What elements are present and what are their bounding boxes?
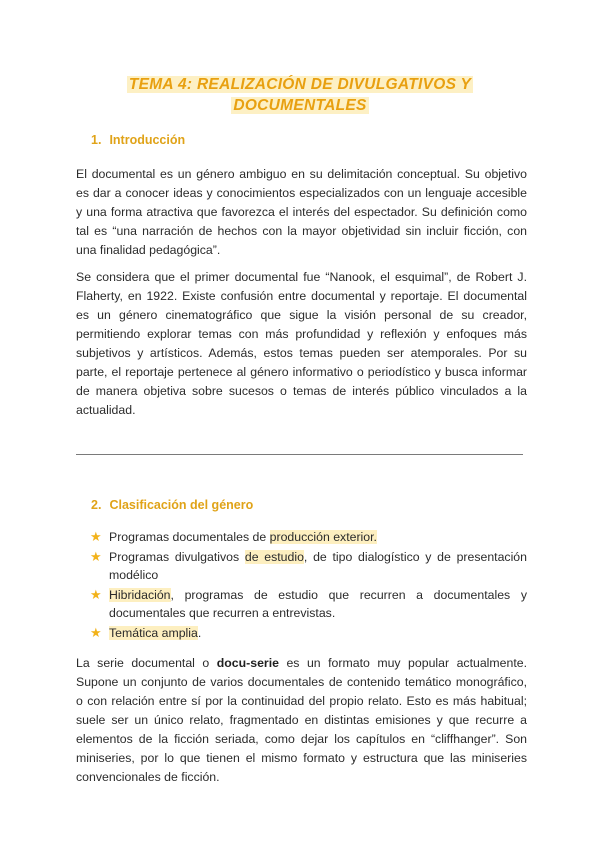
- highlighted-text: producción exterior.: [269, 530, 377, 544]
- section-heading-introduccion: [91, 133, 185, 147]
- section-number: 2.: [91, 498, 102, 512]
- paragraph-docuserie: La serie documental o docu-serie es un formato muy popular actualmente. Supone un conjunto de varios documentales de contenido temático monográfico, o con relación entre sí por la continuidad del propio relato. Esto es más habitual; suele ser un único relato, fragmentado en distintas emisiones y que recurre a elementos de la ficción seriada, como dejar los capítulos en “cliffhanger”. Son miniseries, por lo que tienen el mismo formato y estructura que las miniseries convencionales de ficción.: [76, 656, 527, 784]
- section-heading-clasificacion: [91, 498, 253, 512]
- highlighted-text: de estudio: [244, 549, 304, 564]
- star-icon: ★: [90, 529, 102, 544]
- list-item: ★ Temática amplia.: [90, 624, 527, 643]
- horizontal-divider: [76, 454, 523, 455]
- star-icon: ★: [90, 586, 102, 602]
- paragraph-intro-1: El documental es un género ambiguo en su delimitación conceptual. Su objetivo es dar a conocer ideas y conocimientos especializados con un lenguaje accesible y una forma atractiva que favorezca el interés del espectador. Su definición como tal es “una narración de hechos con la mayor objetividad sin incluir ficción, con una finalidad pedagógica”.: [76, 167, 527, 257]
- classification-list: [90, 528, 527, 643]
- star-icon: ★: [90, 624, 102, 640]
- highlighted-text: Hibridación: [109, 587, 171, 602]
- title-line-2: DOCUMENTALES: [233, 97, 367, 114]
- highlighted-text: Temática amplia: [109, 625, 198, 640]
- paragraph-intro-2: Se considera que el primer documental fue “Nanook, el esquimal”, de Robert J. Flaherty, en 1922. Existe confusión entre documental y reportaje. El documental es un género cinematográfico que sigue la visión personal de su creador, permitiendo explorar temas con más profundidad y reflexión y enfoques más subjetivos y artísticos. Además, estos temas pueden ser atemporales. Por su parte, el reportaje pertenece al género informativo o periodístico y busca informar de manera objetiva sobre sucesos o temas de interés público vinculados a la actualidad.: [76, 270, 527, 417]
- section-number: 1.: [91, 133, 102, 147]
- list-item: ★ Hibridación, programas de estudio que recurren a documentales y documentales que recurren a entrevistas.: [90, 586, 527, 620]
- list-item: ★ Programas divulgativos de estudio, de tipo dialogístico y de presentación modélico: [90, 548, 527, 582]
- bold-term: docu-serie: [216, 656, 279, 670]
- page-title: [76, 74, 524, 116]
- star-icon: ★: [90, 548, 102, 564]
- list-item: ★ Programas documentales de producción exterior.: [90, 528, 527, 547]
- section-title: Clasificación del género: [109, 498, 254, 512]
- section-title: Introducción: [109, 133, 186, 147]
- title-line-1: TEMA 4: REALIZACIÓN DE DIVULGATIVOS Y: [128, 76, 472, 93]
